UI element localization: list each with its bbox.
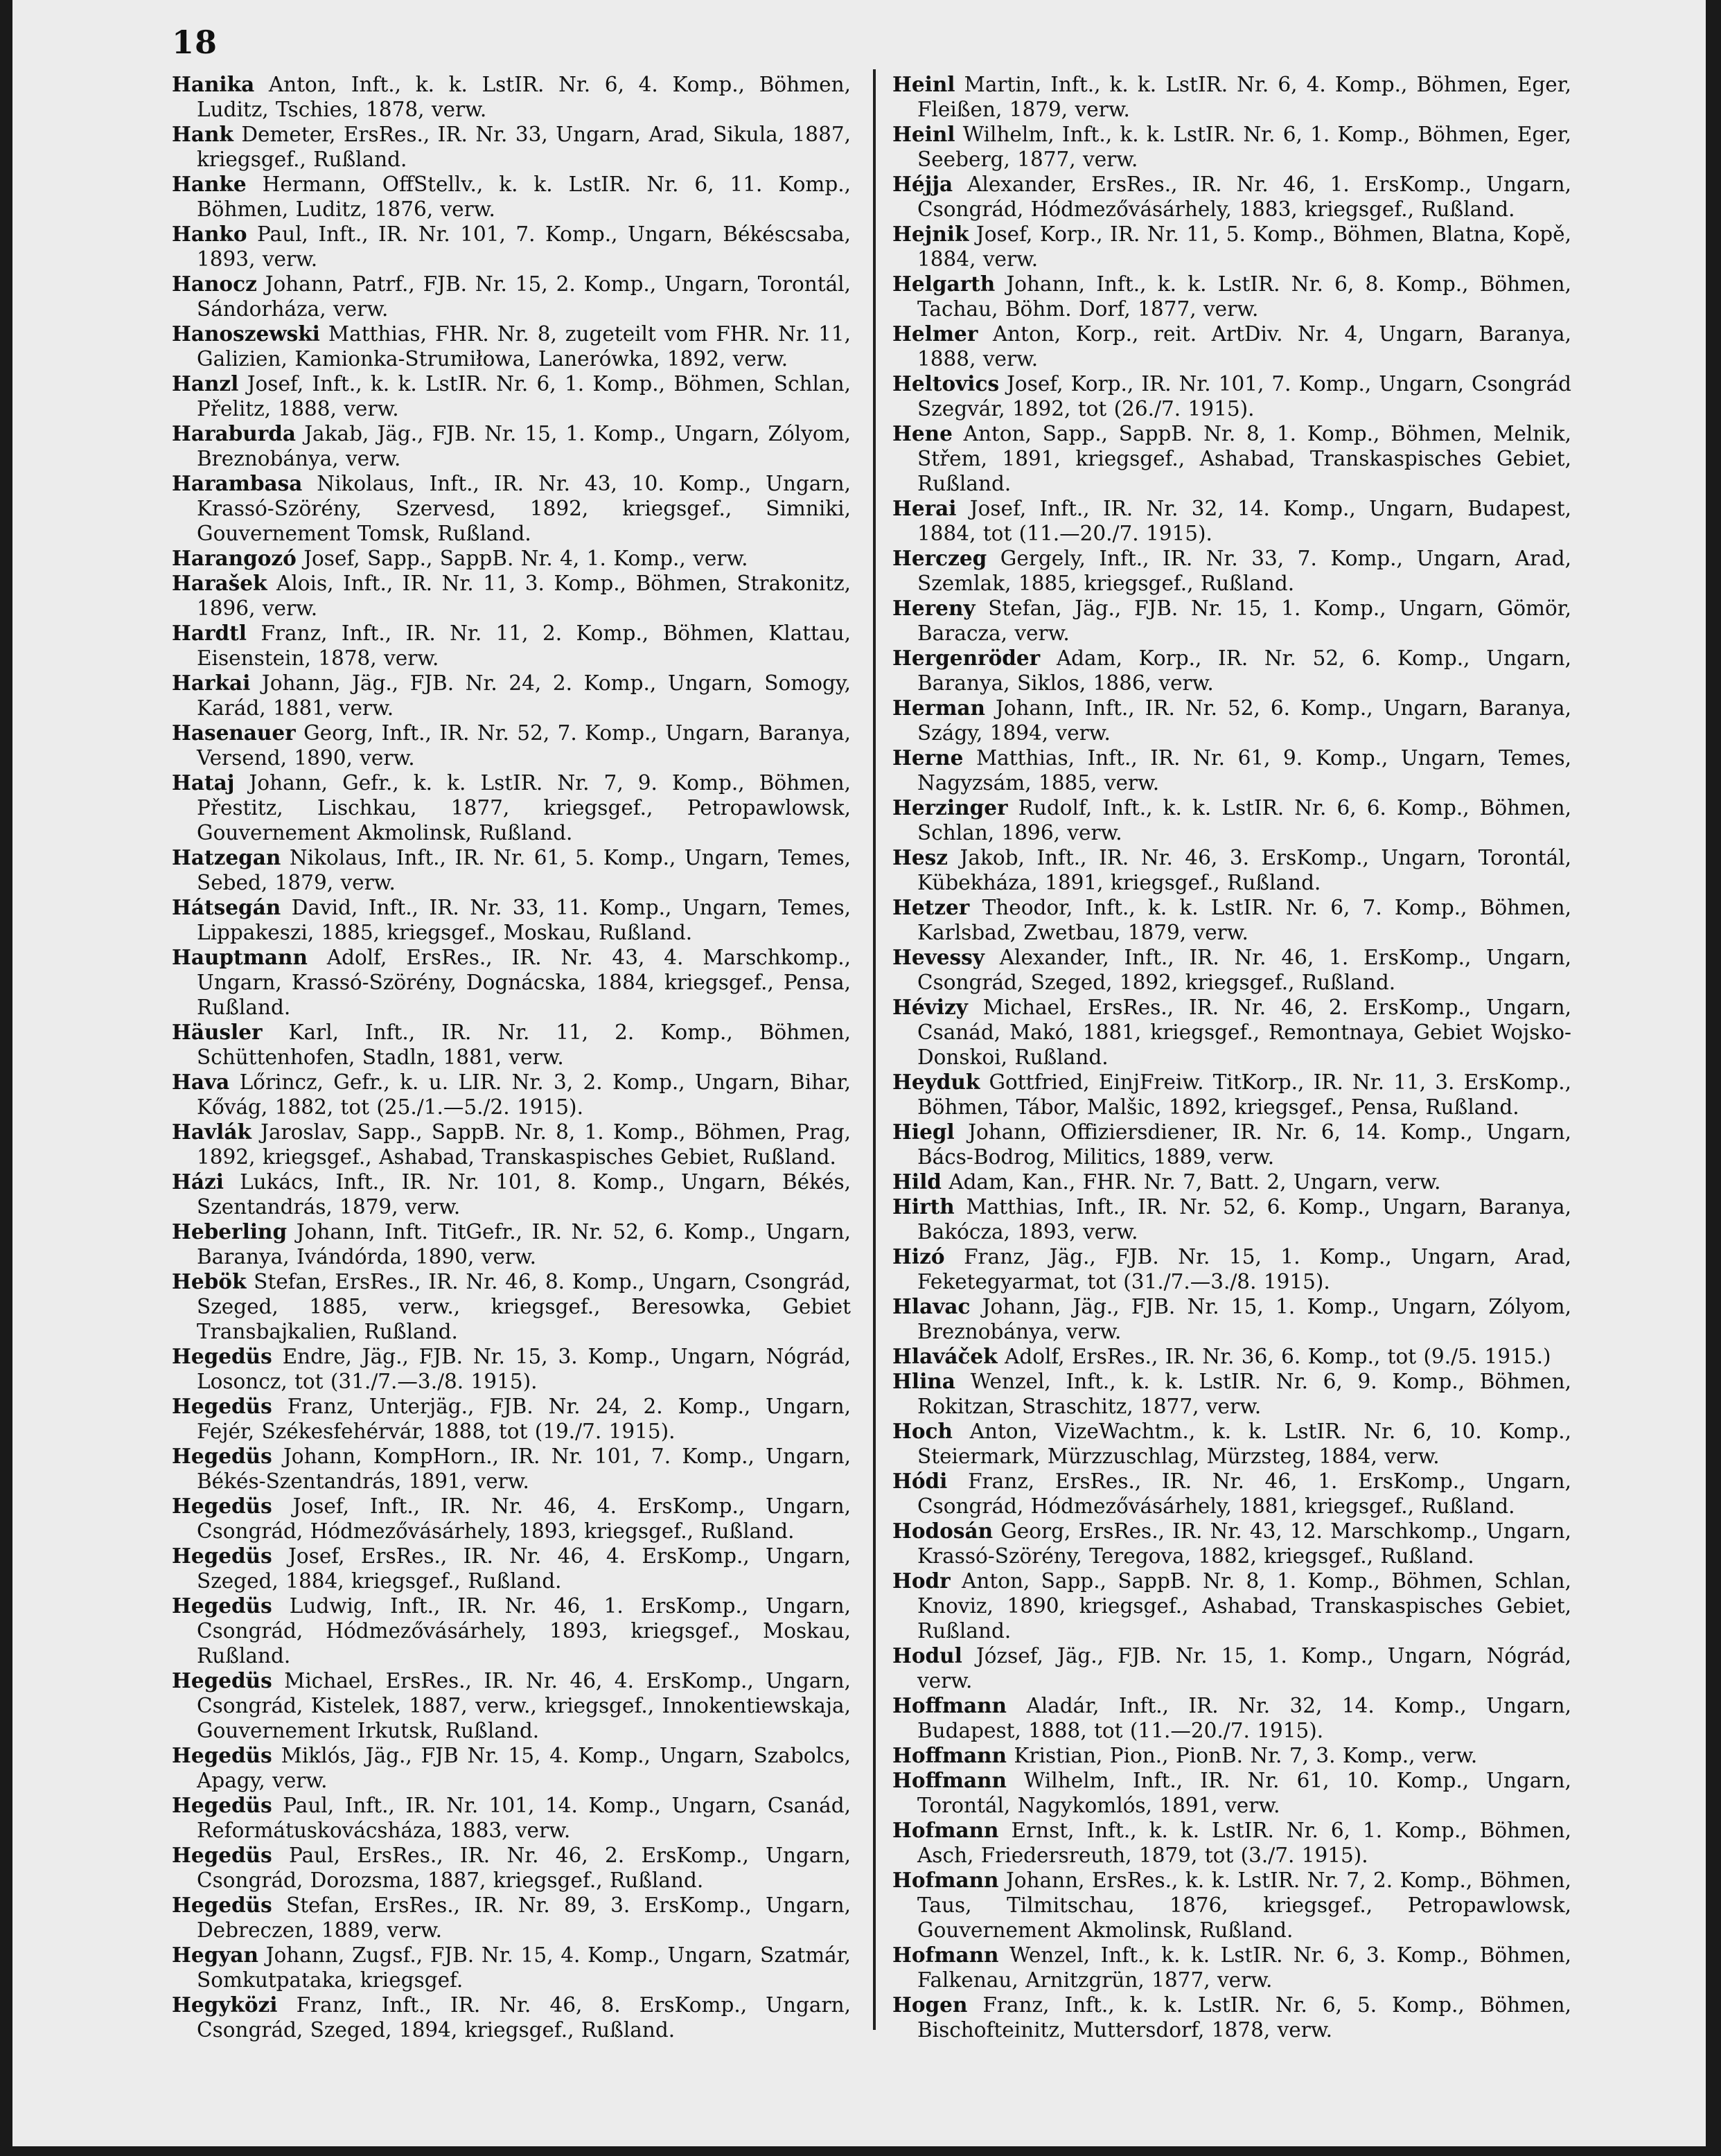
list-entry xyxy=(172,272,851,321)
entry-surname: Hlina xyxy=(892,1369,955,1393)
entry-surname: Harambasa xyxy=(172,471,303,495)
entry-surname: Hanke xyxy=(172,172,247,196)
entry-details: Josef, Inft., IR. Nr. 46, 4. ErsKomp., Ungarn, Csongrád, Hódmezővásárhely, 1893, kriegsgef., Rußland. xyxy=(197,1494,851,1543)
list-entry xyxy=(892,1743,1571,1768)
entry-surname: Hegedüs xyxy=(172,1743,272,1767)
list-entry xyxy=(172,1394,851,1444)
entry-details: Kristian, Pion., PionB. Nr. 7, 3. Komp., verw. xyxy=(1014,1744,1478,1767)
entry-surname: Hoffmann xyxy=(892,1768,1007,1792)
entry-details: Michael, ErsRes., IR. Nr. 46, 4. ErsKomp., Ungarn, Csongrád, Kistelek, 1887, verw., kriegsgef., Innokentiewskaja, Gouvernement Irkutsk, Rußland. xyxy=(197,1669,851,1742)
entry-details: Franz, Jäg., FJB. Nr. 15, 1. Komp., Ungarn, Arad, Feketegyarmat, tot (31./7.—3./8. 1915). xyxy=(917,1245,1571,1293)
entry-surname: Hizó xyxy=(892,1244,945,1269)
entry-details: Anton, Sapp., SappB. Nr. 8, 1. Komp., Böhmen, Melnik, Střem, 1891, kriegsgef., Ashabad, Transkaspisches Gebiet, Rußland. xyxy=(917,422,1571,495)
list-entry xyxy=(892,72,1571,122)
list-entry xyxy=(892,895,1571,945)
page-number: 18 xyxy=(172,24,218,61)
list-entry xyxy=(172,1992,851,2042)
entry-details: Martin, Inft., k. k. LstIR. Nr. 6, 4. Komp., Böhmen, Eger, Fleißen, 1879, verw. xyxy=(917,73,1571,121)
entry-surname: Heyduk xyxy=(892,1070,980,1094)
entry-details: Stefan, ErsRes., IR. Nr. 46, 8. Komp., Ungarn, Csongrád, Szeged, 1885, verw., kriegsgef., Beresowka, Gebiet Transbajkalien, Rußland. xyxy=(197,1270,851,1343)
list-entry xyxy=(172,371,851,421)
entry-details: Gergely, Inft., IR. Nr. 33, 7. Komp., Ungarn, Arad, Szemlak, 1885, kriegsgef., Rußland. xyxy=(917,547,1571,595)
list-entry xyxy=(892,1469,1571,1519)
list-entry xyxy=(892,1419,1571,1469)
entry-surname: Hegyközi xyxy=(172,1992,278,2017)
entry-details: Nikolaus, Inft., IR. Nr. 61, 5. Komp., Ungarn, Temes, Sebed, 1879, verw. xyxy=(197,846,851,894)
entry-details: Matthias, Inft., IR. Nr. 52, 6. Komp., Ungarn, Baranya, Bakócza, 1893, verw. xyxy=(917,1195,1571,1244)
entry-details: Johann, Inft. TitGefr., IR. Nr. 52, 6. Komp., Ungarn, Baranya, Ivándórda, 1890, verw. xyxy=(197,1220,851,1269)
entry-surname: Herman xyxy=(892,696,985,720)
entry-details: Franz, Unterjäg., FJB. Nr. 24, 2. Komp., Ungarn, Fejér, Székesfehérvár, 1888, tot (19./7. 1915). xyxy=(197,1395,851,1443)
entry-surname: Hegyan xyxy=(172,1943,258,1967)
entry-surname: Hegedüs xyxy=(172,1593,272,1618)
entry-surname: Hatzegan xyxy=(172,845,281,869)
entry-surname: Hodosán xyxy=(892,1519,994,1543)
list-entry xyxy=(172,945,851,1020)
entry-surname: Hevessy xyxy=(892,945,985,969)
entry-surname: Hejnik xyxy=(892,222,969,246)
entry-surname: Hofmann xyxy=(892,1943,999,1967)
list-entry xyxy=(172,222,851,272)
entry-details: Georg, ErsRes., IR. Nr. 43, 12. Marschkomp., Ungarn, Krassó-Szörény, Teregova, 1882, kriegsgef., Rußland. xyxy=(917,1519,1571,1568)
entry-details: Johann, Patrf., FJB. Nr. 15, 2. Komp., Ungarn, Torontál, Sándorháza, verw. xyxy=(197,272,851,321)
list-entry xyxy=(172,721,851,770)
entry-surname: Helmer xyxy=(892,321,978,346)
entry-surname: Häusler xyxy=(172,1020,263,1044)
entry-surname: Héjja xyxy=(892,172,953,196)
list-entry xyxy=(892,1992,1571,2042)
list-entry xyxy=(172,671,851,721)
list-entry xyxy=(172,1843,851,1893)
list-entry xyxy=(892,321,1571,371)
entry-details: Hermann, OffStellv., k. k. LstIR. Nr. 6, 11. Komp., Böhmen, Luditz, 1876, verw. xyxy=(197,173,851,221)
entry-details: Ludwig, Inft., IR. Nr. 46, 1. ErsKomp., Ungarn, Csongrád, Hódmezővásárhely, 1893, kriegsgef., Moskau, Rußland. xyxy=(197,1594,851,1668)
list-entry xyxy=(172,770,851,845)
entry-details: Ernst, Inft., k. k. LstIR. Nr. 6, 1. Komp., Böhmen, Asch, Friedersreuth, 1879, tot (3./7. 1915). xyxy=(917,1819,1571,1867)
entry-surname: Hlaváček xyxy=(892,1344,998,1368)
list-entry xyxy=(892,795,1571,845)
entry-surname: Hirth xyxy=(892,1194,955,1219)
entry-surname: Hegedüs xyxy=(172,1394,272,1418)
entry-details: Stefan, Jäg., FJB. Nr. 15, 1. Komp., Ungarn, Gömör, Baracza, verw. xyxy=(917,597,1571,645)
list-entry xyxy=(172,471,851,546)
list-entry xyxy=(172,845,851,895)
entry-details: Wenzel, Inft., k. k. LstIR. Nr. 6, 9. Komp., Böhmen, Rokitzan, Straschitz, 1877, verw. xyxy=(917,1370,1571,1418)
entry-surname: Herne xyxy=(892,745,964,770)
entry-details: Franz, Inft., IR. Nr. 11, 2. Komp., Böhmen, Klattau, Eisenstein, 1878, verw. xyxy=(197,621,851,670)
entry-details: Karl, Inft., IR. Nr. 11, 2. Komp., Böhmen, Schüttenhofen, Stadln, 1881, verw. xyxy=(197,1020,851,1069)
list-entry xyxy=(892,1569,1571,1643)
entry-surname: Hegedüs xyxy=(172,1544,272,1568)
entry-surname: Hofmann xyxy=(892,1868,999,1892)
entry-surname: Harašek xyxy=(172,571,267,595)
entry-details: Anton, VizeWachtm., k. k. LstIR. Nr. 6, 10. Komp., Steiermark, Mürzzuschlag, Mürzsteg, 1884, verw. xyxy=(917,1420,1571,1468)
entry-surname: Hegedüs xyxy=(172,1668,272,1693)
entry-surname: Hanoszewski xyxy=(172,321,320,346)
entry-surname: Hene xyxy=(892,421,953,445)
list-entry xyxy=(892,172,1571,222)
entry-details: Johann, Gefr., k. k. LstIR. Nr. 7, 9. Komp., Böhmen, Přestitz, Lischkau, 1877, kriegsgef., Petropawlowsk, Gouvernement Akmolinsk, Rußland. xyxy=(197,771,851,845)
entry-details: Josef, Korp., IR. Nr. 11, 5. Komp., Böhmen, Blatna, Kopě, 1884, verw. xyxy=(917,222,1571,271)
entry-details: Franz, Inft., k. k. LstIR. Nr. 6, 5. Komp., Böhmen, Bischofteinitz, Muttersdorf, 1878, verw. xyxy=(917,1993,1571,2042)
entry-details: Paul, Inft., IR. Nr. 101, 7. Komp., Ungarn, Békéscsaba, 1893, verw. xyxy=(197,222,851,271)
entry-details: Jakob, Inft., IR. Nr. 46, 3. ErsKomp., Ungarn, Torontál, Kübekháza, 1891, kriegsgef., Rußland. xyxy=(917,846,1571,894)
list-entry xyxy=(172,1120,851,1169)
list-entry xyxy=(172,1593,851,1668)
list-entry xyxy=(172,1070,851,1120)
entry-surname: Herzinger xyxy=(892,795,1008,820)
entry-surname: Hátsegán xyxy=(172,895,281,919)
list-entry xyxy=(172,1793,851,1843)
entry-surname: Hasenauer xyxy=(172,721,296,745)
entry-details: Alexander, Inft., IR. Nr. 46, 1. ErsKomp., Ungarn, Csongrád, Szeged, 1892, kriegsgef., Rußland. xyxy=(917,946,1571,994)
entry-surname: Hegedüs xyxy=(172,1444,272,1468)
entry-surname: Hodr xyxy=(892,1569,951,1593)
entry-details: Wilhelm, Inft., k. k. LstIR. Nr. 6, 1. Komp., Böhmen, Eger, Seeberg, 1877, verw. xyxy=(917,123,1571,171)
entry-surname: Harangozó xyxy=(172,546,297,570)
entry-details: Jakab, Jäg., FJB. Nr. 15, 1. Komp., Ungarn, Zólyom, Breznobánya, verw. xyxy=(197,422,851,470)
list-entry xyxy=(172,1444,851,1494)
entry-details: Johann, Zugsf., FJB. Nr. 15, 4. Komp., Ungarn, Szatmár, Somkutpataka, kriegsgef. xyxy=(197,1943,851,1992)
list-entry xyxy=(172,621,851,671)
entry-details: Adam, Korp., IR. Nr. 52, 6. Komp., Ungarn, Baranya, Siklos, 1886, verw. xyxy=(917,646,1571,695)
entry-details: Franz, Inft., IR. Nr. 46, 8. ErsKomp., Ungarn, Csongrád, Szeged, 1894, kriegsgef., Rußland. xyxy=(197,1993,851,2042)
list-entry xyxy=(172,72,851,122)
entry-surname: Hegedüs xyxy=(172,1494,272,1518)
list-entry xyxy=(892,1194,1571,1244)
list-entry xyxy=(892,1294,1571,1344)
entry-surname: Hegedüs xyxy=(172,1344,272,1368)
entry-details: Alexander, ErsRes., IR. Nr. 46, 1. ErsKomp., Ungarn, Csongrád, Hódmezővásárhely, 1883, kriegsgef., Rußland. xyxy=(917,173,1571,221)
entry-details: Georg, Inft., IR. Nr. 52, 7. Komp., Ungarn, Baranya, Versend, 1890, verw. xyxy=(197,721,851,770)
list-entry xyxy=(172,1269,851,1344)
entry-details: Nikolaus, Inft., IR. Nr. 43, 10. Komp., Ungarn, Krassó-Szörény, Szervesd, 1892, kriegsgef., Simniki, Gouvernement Tomsk, Rußland. xyxy=(197,472,851,545)
list-entry xyxy=(172,122,851,172)
list-entry xyxy=(892,496,1571,546)
entry-details: Aladár, Inft., IR. Nr. 32, 14. Komp., Ungarn, Budapest, 1888, tot (11.—20./7. 1915). xyxy=(917,1694,1571,1742)
list-entry xyxy=(892,1768,1571,1818)
entry-surname: Hanocz xyxy=(172,272,257,296)
list-entry xyxy=(172,571,851,621)
list-entry xyxy=(892,1344,1571,1369)
entry-details: Adolf, ErsRes., IR. Nr. 43, 4. Marschkomp., Ungarn, Krassó-Szörény, Dognácska, 1884, kriegsgef., Pensa, Rußland. xyxy=(197,946,851,1019)
list-entry xyxy=(892,945,1571,995)
entry-surname: Harkai xyxy=(172,671,251,695)
list-entry xyxy=(892,1519,1571,1569)
entry-details: Lukács, Inft., IR. Nr. 101, 8. Komp., Ungarn, Békés, Szentandrás, 1879, verw. xyxy=(197,1170,851,1219)
entry-surname: Heinl xyxy=(892,122,955,146)
entry-surname: Hetzer xyxy=(892,895,970,919)
entry-details: Rudolf, Inft., k. k. LstIR. Nr. 6, 6. Komp., Böhmen, Schlan, 1896, verw. xyxy=(917,796,1571,845)
entry-details: Adolf, ErsRes., IR. Nr. 36, 6. Komp., tot (9./5. 1915.) xyxy=(1005,1345,1551,1368)
entry-details: Michael, ErsRes., IR. Nr. 46, 2. ErsKomp., Ungarn, Csanád, Makó, 1881, kriegsgef., Remontnaya, Gebiet Wojsko-Donskoi, Rußland. xyxy=(917,996,1571,1069)
entry-details: Adam, Kan., FHR. Nr. 7, Batt. 2, Ungarn, verw. xyxy=(948,1170,1441,1194)
entry-surname: Hesz xyxy=(892,845,948,869)
entry-surname: Hanzl xyxy=(172,371,239,396)
entry-surname: Hegedüs xyxy=(172,1843,272,1867)
entry-surname: Hegedüs xyxy=(172,1793,272,1817)
list-entry xyxy=(892,745,1571,795)
list-entry xyxy=(892,421,1571,496)
list-entry xyxy=(892,995,1571,1070)
entry-surname: Hlavac xyxy=(892,1294,971,1318)
entry-details: Johann, Jäg., FJB. Nr. 15, 1. Komp., Ungarn, Zólyom, Breznobánya, verw. xyxy=(917,1295,1571,1343)
entry-details: Wilhelm, Inft., IR. Nr. 61, 10. Komp., Ungarn, Torontál, Nagykomlós, 1891, verw. xyxy=(917,1769,1571,1817)
entry-surname: Házi xyxy=(172,1169,224,1194)
list-entry xyxy=(892,1868,1571,1943)
list-entry xyxy=(892,646,1571,696)
entry-surname: Heltovics xyxy=(892,371,1000,396)
entry-surname: Hebök xyxy=(172,1269,247,1293)
list-entry xyxy=(892,596,1571,646)
entry-details: Demeter, ErsRes., IR. Nr. 33, Ungarn, Arad, Sikula, 1887, kriegsgef., Rußland. xyxy=(197,123,851,171)
entry-surname: Hogen xyxy=(892,1992,968,2017)
list-entry xyxy=(172,1169,851,1219)
list-entry xyxy=(172,321,851,371)
list-entry xyxy=(172,1668,851,1743)
entry-surname: Heinl xyxy=(892,72,955,96)
entry-surname: Hévizy xyxy=(892,995,968,1019)
list-entry xyxy=(172,421,851,471)
entry-surname: Hanika xyxy=(172,72,255,96)
entry-surname: Hereny xyxy=(892,596,976,620)
entry-details: Jaroslav, Sapp., SappB. Nr. 8, 1. Komp., Böhmen, Prag, 1892, kriegsgef., Ashabad, Transkaspisches Gebiet, Rußland. xyxy=(197,1120,851,1169)
list-entry xyxy=(892,696,1571,745)
left-column xyxy=(172,72,851,2081)
list-entry xyxy=(892,1369,1571,1419)
entry-details: Josef, Inft., IR. Nr. 32, 14. Komp., Ungarn, Budapest, 1884, tot (11.—20./7. 1915). xyxy=(917,497,1571,545)
entry-details: Josef, Sapp., SappB. Nr. 4, 1. Komp., verw. xyxy=(303,547,748,570)
right-column xyxy=(892,72,1571,2081)
entry-details: Lőrincz, Gefr., k. u. LIR. Nr. 3, 2. Komp., Ungarn, Bihar, Kővág, 1882, tot (25./1.—5./2. 1915). xyxy=(197,1070,851,1119)
entry-surname: Hódi xyxy=(892,1469,948,1493)
entry-details: Franz, ErsRes., IR. Nr. 46, 1. ErsKomp., Ungarn, Csongrád, Hódmezővásárhely, 1881, kriegsgef., Rußland. xyxy=(917,1469,1571,1518)
list-entry xyxy=(892,1070,1571,1120)
entry-details: József, Jäg., FJB. Nr. 15, 1. Komp., Ungarn, Nógrád, verw. xyxy=(917,1644,1571,1693)
entry-details: Wenzel, Inft., k. k. LstIR. Nr. 6, 3. Komp., Böhmen, Falkenau, Arnitzgrün, 1877, verw. xyxy=(917,1943,1571,1992)
entry-details: Paul, Inft., IR. Nr. 101, 14. Komp., Ungarn, Csanád, Reformátuskovácsháza, 1883, verw. xyxy=(197,1794,851,1842)
list-entry xyxy=(172,1020,851,1070)
list-entry xyxy=(172,1943,851,1992)
column-divider xyxy=(873,69,876,2030)
entry-details: Johann, Offiziersdiener, IR. Nr. 6, 14. Komp., Ungarn, Bács-Bodrog, Militics, 1889, verw. xyxy=(917,1120,1571,1169)
list-entry xyxy=(172,1344,851,1394)
entry-details: Johann, KompHorn., IR. Nr. 101, 7. Komp., Ungarn, Békés-Szentandrás, 1891, verw. xyxy=(197,1444,851,1493)
entry-details: Paul, ErsRes., IR. Nr. 46, 2. ErsKomp., Ungarn, Csongrád, Dorozsma, 1887, kriegsgef., Rußland. xyxy=(197,1844,851,1892)
entry-details: Anton, Sapp., SappB. Nr. 8, 1. Komp., Böhmen, Schlan, Knoviz, 1890, kriegsgef., Ashabad, Transkaspisches Gebiet, Rußland. xyxy=(917,1569,1571,1643)
entry-surname: Hegedüs xyxy=(172,1893,272,1917)
entry-details: Matthias, Inft., IR. Nr. 61, 9. Komp., Ungarn, Temes, Nagyzsám, 1885, verw. xyxy=(917,746,1571,795)
list-entry xyxy=(172,546,851,571)
list-entry xyxy=(892,1120,1571,1169)
entry-surname: Hoch xyxy=(892,1419,953,1443)
list-entry xyxy=(172,1219,851,1269)
entry-details: Josef, ErsRes., IR. Nr. 46, 4. ErsKomp., Ungarn, Szeged, 1884, kriegsgef., Rußland. xyxy=(197,1544,851,1593)
list-entry xyxy=(172,1544,851,1593)
entry-details: Johann, ErsRes., k. k. LstIR. Nr. 7, 2. Komp., Böhmen, Taus, Tilmitschau, 1876, kriegsgef., Petropawlowsk, Gouvernement Akmolinsk, Rußland. xyxy=(917,1868,1571,1942)
entry-surname: Heberling xyxy=(172,1219,288,1244)
list-entry xyxy=(892,1244,1571,1294)
entry-surname: Hauptmann xyxy=(172,945,308,969)
entry-surname: Helgarth xyxy=(892,272,996,296)
entry-details: Miklós, Jäg., FJB Nr. 15, 4. Komp., Ungarn, Szabolcs, Apagy, verw. xyxy=(197,1744,851,1792)
list-entry xyxy=(892,1643,1571,1693)
entry-details: Theodor, Inft., k. k. LstIR. Nr. 6, 7. Komp., Böhmen, Karlsbad, Zwetbau, 1879, verw. xyxy=(917,896,1571,944)
list-entry xyxy=(892,1693,1571,1743)
list-entry xyxy=(172,1494,851,1544)
list-entry xyxy=(172,895,851,945)
entry-surname: Herai xyxy=(892,496,957,520)
entry-details: Johann, Inft., k. k. LstIR. Nr. 6, 8. Komp., Böhmen, Tachau, Böhm. Dorf, 1877, verw. xyxy=(917,272,1571,321)
list-entry xyxy=(172,1743,851,1793)
entry-surname: Haraburda xyxy=(172,421,297,445)
entry-surname: Hanko xyxy=(172,222,247,246)
entry-details: Johann, Jäg., FJB. Nr. 24, 2. Komp., Ungarn, Somogy, Karád, 1881, verw. xyxy=(197,671,851,720)
entry-surname: Hava xyxy=(172,1070,230,1094)
list-entry xyxy=(892,122,1571,172)
entry-details: Anton, Inft., k. k. LstIR. Nr. 6, 4. Komp., Böhmen, Luditz, Tschies, 1878, verw. xyxy=(197,73,851,121)
entry-surname: Hodul xyxy=(892,1643,962,1668)
entry-surname: Hergenröder xyxy=(892,646,1041,670)
entry-surname: Herczeg xyxy=(892,546,987,570)
list-entry xyxy=(892,222,1571,272)
list-entry xyxy=(172,172,851,222)
list-entry xyxy=(892,1943,1571,1992)
entry-surname: Hofmann xyxy=(892,1818,999,1842)
list-entry xyxy=(892,371,1571,421)
entry-details: Stefan, ErsRes., IR. Nr. 89, 3. ErsKomp., Ungarn, Debreczen, 1889, verw. xyxy=(197,1893,851,1942)
entry-details: Endre, Jäg., FJB. Nr. 15, 3. Komp., Ungarn, Nógrád, Losoncz, tot (31./7.—3./8. 1915). xyxy=(197,1345,851,1393)
list-entry xyxy=(172,1893,851,1943)
list-entry xyxy=(892,845,1571,895)
entry-surname: Havlák xyxy=(172,1120,251,1144)
entry-details: Gottfried, EinjFreiw. TitKorp., IR. Nr. 11, 3. ErsKomp., Böhmen, Tábor, Malšic, 1892, kriegsgef., Pensa, Rußland. xyxy=(917,1070,1571,1119)
entry-details: Matthias, FHR. Nr. 8, zugeteilt vom FHR. Nr. 11, Galizien, Kamionka-Strumiłowa, Lanerówka, 1892, verw. xyxy=(197,322,851,371)
entry-details: Alois, Inft., IR. Nr. 11, 3. Komp., Böhmen, Strakonitz, 1896, verw. xyxy=(197,572,851,620)
entry-surname: Hoffmann xyxy=(892,1743,1007,1767)
entry-details: Josef, Korp., IR. Nr. 101, 7. Komp., Ungarn, Csongrád Szegvár, 1892, tot (26./7. 1915). xyxy=(917,372,1571,421)
entry-surname: Hoffmann xyxy=(892,1693,1007,1717)
entry-surname: Hataj xyxy=(172,770,235,795)
entry-surname: Hank xyxy=(172,122,233,146)
entry-details: David, Inft., IR. Nr. 33, 11. Komp., Ungarn, Temes, Lippakeszi, 1885, kriegsgef., Moskau, Rußland. xyxy=(197,896,851,944)
list-entry xyxy=(892,1169,1571,1194)
entry-surname: Hiegl xyxy=(892,1120,955,1144)
entry-surname: Hardtl xyxy=(172,621,247,645)
entry-details: Josef, Inft., k. k. LstIR. Nr. 6, 1. Komp., Böhmen, Schlan, Přelitz, 1888, verw. xyxy=(197,372,851,421)
entry-details: Johann, Inft., IR. Nr. 52, 6. Komp., Ungarn, Baranya, Szágy, 1894, verw. xyxy=(917,696,1571,745)
list-entry xyxy=(892,272,1571,321)
entry-details: Anton, Korp., reit. ArtDiv. Nr. 4, Ungarn, Baranya, 1888, verw. xyxy=(917,322,1571,371)
entry-surname: Hild xyxy=(892,1169,942,1194)
list-entry xyxy=(892,1818,1571,1868)
list-entry xyxy=(892,546,1571,596)
